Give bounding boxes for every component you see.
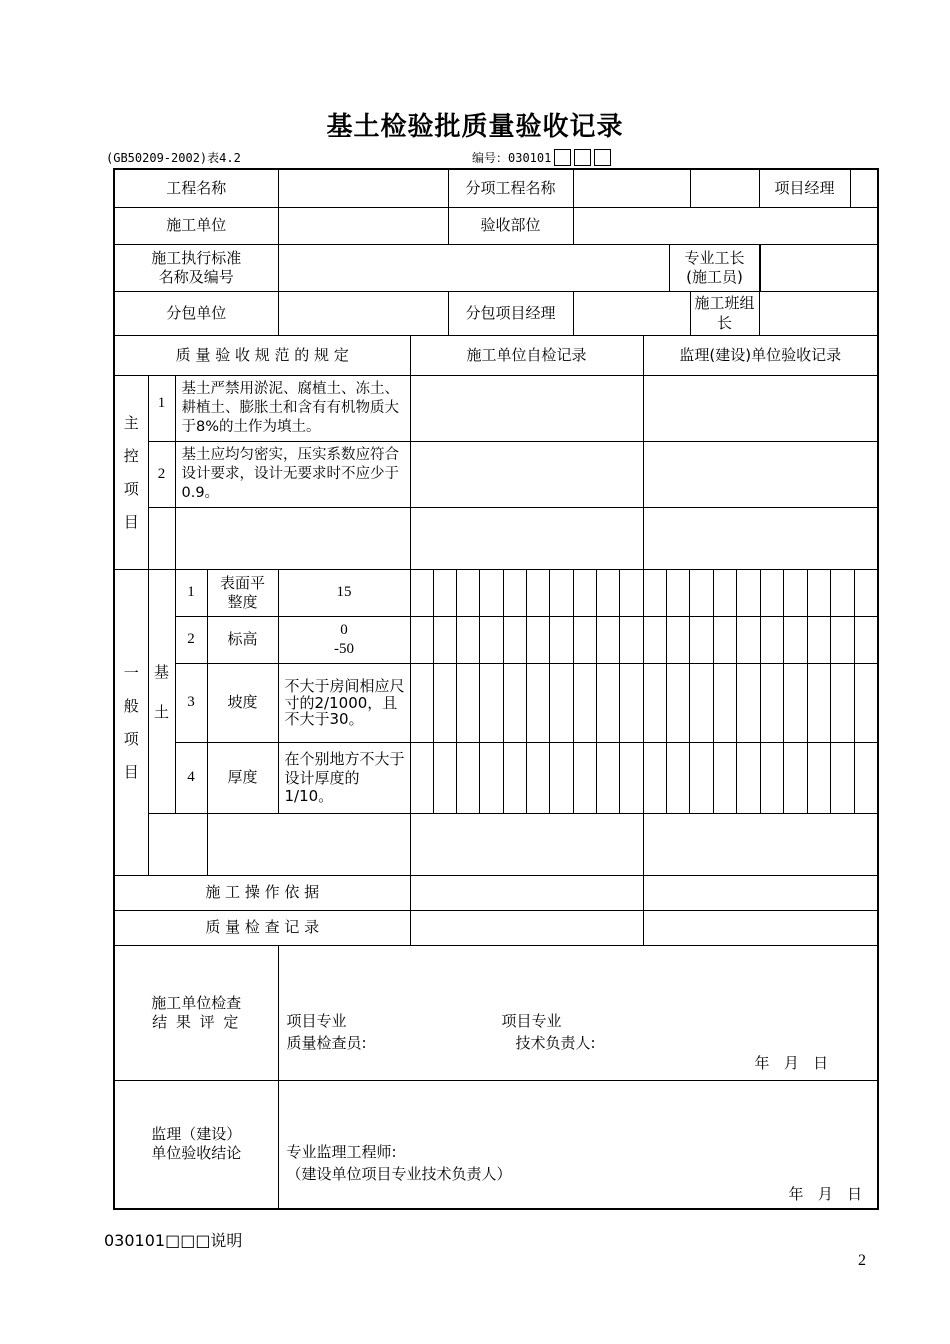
- general-item-number: 2: [175, 617, 207, 664]
- blank-self-check[interactable]: [410, 508, 643, 570]
- general-items-char: 般: [123, 696, 139, 715]
- supervision-grid[interactable]: [643, 570, 878, 617]
- label-execution-standard-line2: 名称及编号: [158, 268, 234, 286]
- label-execution-standard: [114, 245, 278, 292]
- label-project-name: 工程名称: [114, 169, 278, 208]
- general-item-number: 1: [175, 570, 207, 617]
- main-item-number: 1: [148, 376, 175, 442]
- general-items-label: [114, 570, 148, 876]
- main-item-supervision[interactable]: [643, 376, 878, 442]
- label-quality-record: 质 量 检 查 记 录: [114, 911, 410, 946]
- main-item-supervision[interactable]: [643, 442, 878, 508]
- general-item-value: 不大于房间相应尺寸的2/1000，且不大于30。: [278, 664, 410, 743]
- blank-supervision[interactable]: [643, 814, 878, 876]
- general-item-number: 3: [175, 664, 207, 743]
- supervisor-eval-area[interactable]: [278, 1081, 878, 1209]
- field-operation-basis[interactable]: [410, 876, 643, 911]
- label-foreman: [669, 245, 760, 291]
- field-execution-standard[interactable]: [278, 245, 759, 292]
- code-box[interactable]: [594, 149, 611, 166]
- main-item-self-check[interactable]: [410, 442, 643, 508]
- elevation-upper: 0: [340, 621, 348, 638]
- supervising-engineer-label: 专业监理工程师:: [286, 1143, 397, 1161]
- blank-self-check[interactable]: [410, 814, 643, 876]
- label-team-leader: 施工班组长: [690, 292, 759, 335]
- supervisor-date: 年 月 日: [788, 1185, 863, 1203]
- blank-cell: [148, 814, 207, 876]
- general-item-name: 坡度: [207, 664, 278, 743]
- label-foreman-line1: 专业工长: [684, 248, 745, 267]
- field-subcontractor[interactable]: [278, 292, 448, 336]
- label-sub-manager: 分包项目经理: [448, 292, 573, 336]
- general-items-char: 项: [123, 729, 139, 748]
- supervision-grid[interactable]: [643, 664, 878, 743]
- supervision-grid[interactable]: [643, 743, 878, 814]
- field-quality-record-supervision[interactable]: [643, 911, 878, 946]
- code-box[interactable]: [554, 149, 571, 166]
- quality-inspector-line2: 质量检查员:: [286, 1034, 367, 1052]
- field-project-manager[interactable]: [850, 170, 878, 207]
- main-items-char: 目: [123, 512, 139, 531]
- supervising-engineer: [287, 1141, 512, 1185]
- general-item-value: 15: [278, 570, 410, 617]
- field-team-leader[interactable]: [759, 292, 878, 336]
- self-check-grid[interactable]: [410, 617, 643, 664]
- label-contractor-eval-line1: 施工单位检查: [151, 993, 242, 1012]
- record-number-label: 编号：030101: [472, 151, 552, 165]
- self-check-grid[interactable]: [410, 570, 643, 617]
- elevation-lower: -50: [334, 641, 355, 657]
- label-acceptance-part: 验收部位: [448, 208, 573, 245]
- general-sub-char: 土: [153, 702, 169, 721]
- general-sub-label: [148, 570, 175, 814]
- label-construction-unit: 施工单位: [114, 208, 278, 245]
- field-project-name[interactable]: [278, 169, 448, 208]
- column-spec: 质 量 验 收 规 范 的 规 定: [114, 336, 410, 376]
- main-items-char: 项: [123, 479, 139, 498]
- owner-tech-lead-label: （建设单位项目专业技术负责人）: [286, 1165, 512, 1183]
- tech-lead: [502, 1010, 596, 1054]
- main-item-text: 基土严禁用淤泥、腐植土、冻土、耕植土、膨胀土和含有有机物质大于8%的土作为填土。: [175, 376, 410, 442]
- standard-reference: (GB50209-2002)表4.2: [106, 151, 241, 165]
- label-contractor-eval: [114, 946, 278, 1081]
- main-item-number: 2: [148, 442, 175, 508]
- quality-inspector: [287, 1010, 367, 1054]
- tech-lead-line2: 技术负责人:: [515, 1034, 596, 1052]
- label-foreman-line2: (施工员): [686, 268, 743, 286]
- label-operation-basis: 施 工 操 作 依 据: [114, 876, 410, 911]
- blank-cell: [175, 508, 410, 570]
- note-heading: 030101□□□说明: [104, 1231, 243, 1250]
- blank-cell: [148, 508, 175, 570]
- record-number: [472, 149, 611, 166]
- blank-cell: [207, 814, 410, 876]
- label-contractor-eval-line2: 结 果 评 定: [152, 1013, 241, 1031]
- code-box[interactable]: [574, 149, 591, 166]
- field-construction-unit[interactable]: [278, 208, 448, 245]
- label-execution-standard-line1: 施工执行标准: [151, 248, 242, 267]
- self-check-grid[interactable]: [410, 743, 643, 814]
- general-items-char: 目: [123, 762, 139, 781]
- field-acceptance-part[interactable]: [573, 208, 878, 245]
- supervision-grid[interactable]: [643, 617, 878, 664]
- field-foreman[interactable]: [759, 245, 878, 292]
- label-project-manager: 项目经理: [774, 178, 835, 197]
- field-sub-manager[interactable]: [573, 292, 759, 336]
- main-items-char: 主: [123, 413, 139, 432]
- column-supervision: 监理(建设)单位验收记录: [643, 336, 878, 376]
- contractor-eval-area[interactable]: [278, 946, 878, 1081]
- general-item-value: [278, 617, 410, 664]
- general-item-name: 表面平整度: [207, 570, 278, 617]
- inspection-table: [113, 168, 879, 1210]
- quality-inspector-line1: 项目专业: [286, 1012, 347, 1030]
- page-title: 基土检验批质量验收记录: [326, 112, 624, 142]
- main-items-char: 控: [123, 446, 139, 465]
- label-supervisor-eval: [114, 1081, 278, 1209]
- tech-lead-line1: 项目专业: [501, 1012, 562, 1030]
- field-quality-record[interactable]: [410, 911, 643, 946]
- general-item-number: 4: [175, 743, 207, 814]
- page-number: 2: [858, 1252, 866, 1269]
- label-subcontractor: 分包单位: [114, 292, 278, 336]
- column-self-check: 施工单位自检记录: [410, 336, 643, 376]
- field-operation-basis-supervision[interactable]: [643, 876, 878, 911]
- general-items-char: 一: [123, 663, 139, 682]
- main-item-self-check[interactable]: [410, 376, 643, 442]
- self-check-grid[interactable]: [410, 664, 643, 743]
- label-supervisor-eval-line1: 监理（建设）: [151, 1124, 242, 1143]
- main-items-label: [114, 376, 148, 570]
- field-subproject-name[interactable]: [573, 169, 759, 208]
- general-item-name: 标高: [207, 617, 278, 664]
- label-supervisor-eval-line2: 单位验收结论: [151, 1144, 242, 1163]
- contractor-date: 年 月 日: [754, 1054, 829, 1072]
- general-sub-char: 基: [153, 662, 169, 681]
- general-item-name: 厚度: [207, 743, 278, 814]
- label-subproject-name: 分项工程名称: [448, 169, 573, 208]
- general-item-value: 在个别地方不大于设计厚度的1/10。: [278, 743, 410, 814]
- blank-supervision[interactable]: [643, 508, 878, 570]
- main-item-text: 基土应均匀密实，压实系数应符合设计要求，设计无要求时不应少于0.9。: [175, 442, 410, 508]
